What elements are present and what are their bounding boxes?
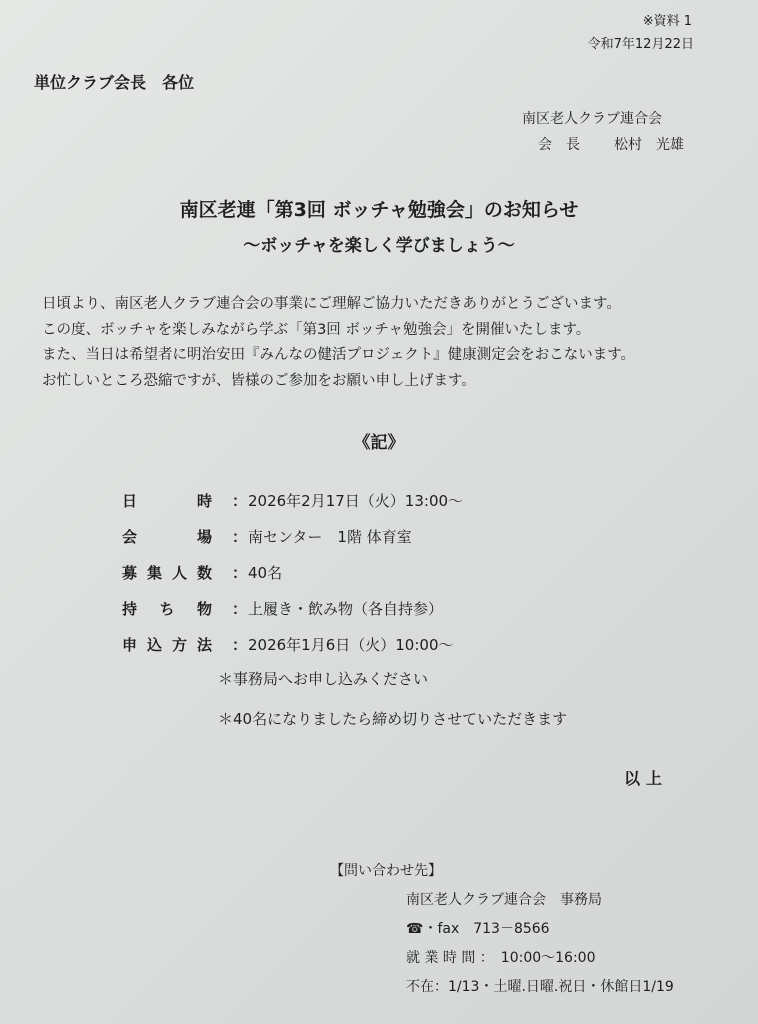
body-text	[42, 292, 635, 394]
detail-label: 申 込 方 法	[122, 635, 212, 654]
detail-label: 持 ち 物	[122, 599, 212, 618]
contact-office-hours: 就 業 時 間 ： 10:00～16:00	[406, 950, 596, 966]
body-line: この度、ボッチャを楽しみながら学ぶ「第3回 ボッチャ勉強会」を開催いたします。	[42, 321, 591, 338]
detail-row-datetime: 日 時 ： 2026年2月17日（火）13:00～	[122, 491, 464, 510]
details-list	[122, 482, 463, 662]
contact-organization: 南区老人クラブ連合会 事務局	[406, 892, 602, 908]
body-line: お忙しいところ恐縮ですが、皆様のご参加をお願い申し上げます。	[42, 372, 476, 389]
sender-name: 松村 光雄	[614, 137, 684, 153]
note-apply: ＊事務局へお申し込みください	[218, 670, 429, 688]
body-line: 日頃より、南区老人クラブ連合会の事業にご理解ご協力いただきありがとうございます。	[42, 296, 621, 312]
detail-label: 会 場	[122, 527, 212, 546]
note-capacity: ＊40名になりましたら締め切りさせていただきます	[218, 710, 568, 728]
sender-title: 会 長	[538, 137, 580, 153]
sender-line	[538, 134, 684, 154]
detail-value: 2026年1月6日（火）10:00～	[248, 635, 454, 654]
reference-number: ※資料 1	[642, 14, 692, 29]
closing-mark: 以上	[624, 769, 669, 788]
detail-value: 上履き・飲み物（各自持参）	[248, 599, 444, 618]
document-subtitle: ～ボッチャを楽しく学びましょう～	[243, 236, 515, 256]
document-title: 南区老連「第3回 ボッチャ勉強会」のお知らせ	[179, 199, 579, 221]
detail-row-capacity: 募 集 人 数 ： 40名	[122, 563, 283, 582]
detail-row-items: 持 ち 物 ： 上履き・飲み物（各自持参）	[122, 599, 444, 618]
body-line: また、当日は希望者に明治安田『みんなの健活プロジェクト』健康測定会をおこないます。	[42, 347, 636, 363]
detail-label: 募 集 人 数	[122, 563, 212, 582]
issue-date: 令和7年12月22日	[587, 37, 694, 52]
detail-label: 日 時	[122, 491, 212, 510]
contact-closed-days: 不在：1/13・土曜.日曜.祝日・休館日1/19	[406, 979, 674, 995]
detail-row-application: 申 込 方 法 ： 2026年1月6日（火）10:00～	[122, 635, 454, 654]
sender-organization: 南区老人クラブ連合会	[522, 111, 662, 127]
ki-heading: 《記》	[353, 433, 405, 453]
detail-value: 南センター 1階 体育室	[248, 527, 412, 546]
detail-value: 2026年2月17日（火）13:00～	[248, 491, 464, 510]
addressee: 単位クラブ会長 各位	[34, 73, 195, 92]
contact-heading: 【問い合わせ先】	[330, 863, 442, 879]
detail-value: 40名	[248, 563, 283, 582]
contact-phone-fax: ☎・fax 713－8566	[406, 921, 550, 937]
detail-row-venue: 会 場 ： 南センター 1階 体育室	[122, 527, 412, 546]
